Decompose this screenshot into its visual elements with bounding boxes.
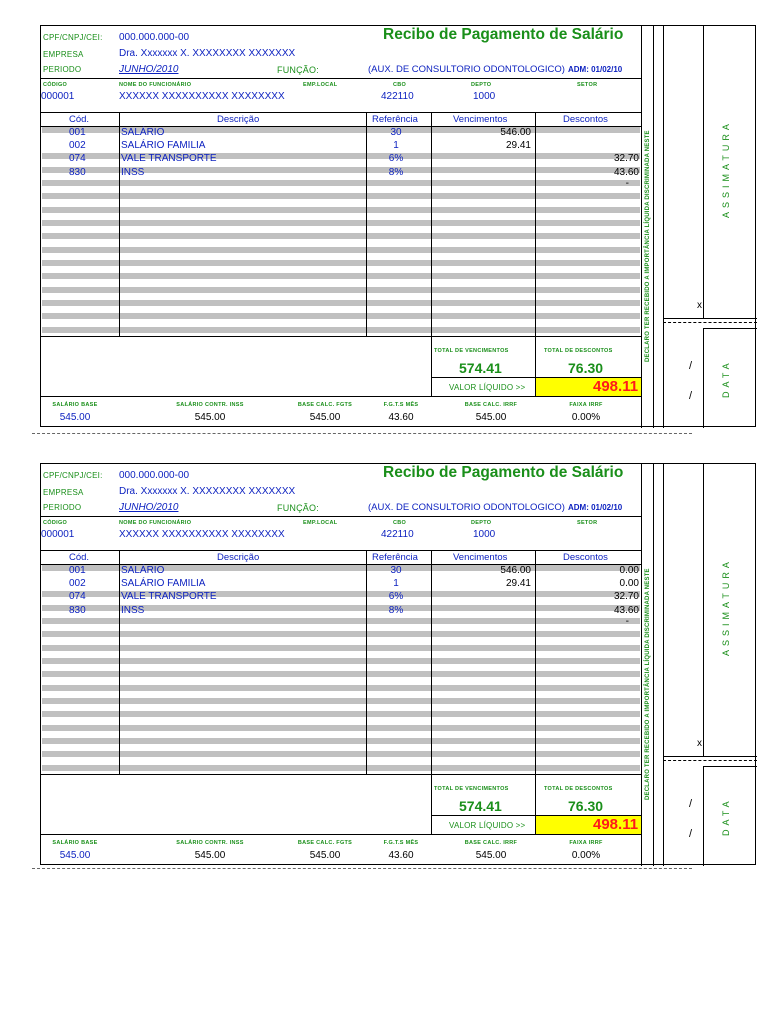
date-slash: /: [689, 390, 693, 402]
adm-value: ADM: 01/02/10: [568, 65, 623, 74]
cbo-label: CBO: [393, 520, 407, 526]
depto-label: DEPTO: [471, 82, 492, 88]
item-reference: 1: [393, 578, 399, 589]
footer-label: BASE CALC. IRRF: [464, 840, 518, 846]
panel-divider: [703, 328, 757, 329]
footer-value: 0.00%: [571, 850, 601, 861]
row-stripe: [42, 765, 640, 771]
item-desconto: 0.00: [619, 565, 639, 576]
item-cod: 074: [69, 591, 86, 602]
receipt-frame: [40, 25, 756, 427]
data-label: DATA: [721, 797, 731, 836]
col-divider: [431, 112, 432, 396]
item-desconto: 0.00: [619, 578, 639, 589]
row-stripe: [42, 273, 640, 279]
empresa-value: Dra. Xxxxxxx X. XXXXXXXX XXXXXXX: [119, 48, 296, 59]
col-header-descontos: Descontos: [563, 552, 608, 563]
col-divider: [119, 550, 120, 774]
panel-divider: [663, 756, 757, 757]
codigo-value: 000001: [41, 91, 75, 102]
footer-label: BASE CALC. FGTS: [297, 402, 353, 408]
footer-value: 545.00: [475, 412, 507, 423]
col-divider: [535, 112, 536, 396]
cpf-label: CPF/CNPJ/CEI:: [43, 471, 103, 480]
item-description: INSS: [121, 605, 145, 616]
footer-label: F.G.T.S MÊS: [383, 402, 419, 408]
codigo-label: CÓDIGO: [43, 82, 68, 88]
panel-divider: [653, 464, 654, 866]
footer-label: SALÁRIO CONTR. INSS: [176, 402, 244, 408]
col-divider: [641, 26, 642, 428]
footer-label: BASE CALC. FGTS: [297, 840, 353, 846]
row-stripe: [42, 313, 640, 319]
divider: [41, 78, 641, 79]
total-descontos-value: 76.30: [568, 360, 604, 376]
divider: [41, 516, 641, 517]
cpf-value: 000.000.000-00: [119, 470, 190, 481]
declaro-text: DECLARO TER RECEBIDO A IMPORTÂNCIA LÍQUIDA DISCRIMINADA NESTE: [645, 130, 651, 362]
item-description: SALÁRIO FAMILIA: [121, 578, 206, 589]
panel-divider: [663, 318, 757, 319]
periodo-label: PERIODO: [43, 65, 82, 74]
col-header-descricao: Descrição: [217, 114, 260, 125]
footer-label: F.G.T.S MÊS: [383, 840, 419, 846]
total-descontos-value: 76.30: [568, 798, 604, 814]
item-reference: 8%: [388, 167, 404, 178]
panel-dash: [663, 322, 757, 323]
total-descontos-label: TOTAL DE DESCONTOS: [544, 348, 613, 354]
footer-label: FAIXA IRRF: [569, 402, 603, 408]
footer-value: 545.00: [59, 412, 91, 423]
row-stripe: [42, 738, 640, 744]
row-stripe: [42, 658, 640, 664]
panel-divider: [663, 464, 664, 866]
item-reference: 1: [393, 140, 399, 151]
row-stripe: [42, 260, 640, 266]
row-stripe: [42, 671, 640, 677]
item-cod: 002: [69, 578, 86, 589]
emp-local-label: EMP.LOCAL: [303, 82, 338, 88]
periodo-value: JUNHO/2010: [119, 502, 179, 513]
row-stripe: [42, 247, 640, 253]
declaro-text: DECLARO TER RECEBIDO A IMPORTÂNCIA LÍQUIDA DISCRIMINADA NESTE: [645, 568, 651, 800]
row-stripe: [42, 207, 640, 213]
item-description: VALE TRANSPORTE: [121, 153, 217, 164]
col-divider: [431, 550, 432, 834]
item-vencimento: 546.00: [500, 565, 531, 576]
footer-value: 0.00%: [571, 412, 601, 423]
cut-line: [32, 868, 692, 869]
item-reference: 6%: [388, 591, 404, 602]
footer-value: 545.00: [475, 850, 507, 861]
total-vencimentos-label: TOTAL DE VENCIMENTOS: [434, 348, 509, 354]
total-descontos-label: TOTAL DE DESCONTOS: [544, 786, 613, 792]
row-stripe: [42, 751, 640, 757]
setor-label: SETOR: [577, 520, 598, 526]
item-description: INSS: [121, 167, 145, 178]
footer-label: FAIXA IRRF: [569, 840, 603, 846]
footer-value: 545.00: [59, 850, 91, 861]
cbo-value: 422110: [381, 91, 414, 102]
assinatura-label: ASSIMATURA: [721, 120, 731, 218]
nome-label: NOME DO FUNCIONÁRIO: [119, 82, 192, 88]
panel-divider: [703, 766, 704, 866]
item-cod: 001: [69, 565, 86, 576]
funcao-label: FUNÇÃO:: [277, 503, 319, 513]
panel-divider: [703, 328, 704, 428]
row-stripe: [42, 631, 640, 637]
total-vencimentos-value: 574.41: [459, 360, 502, 376]
item-reference: 6%: [388, 153, 404, 164]
row-stripe: [42, 180, 640, 186]
item-cod: 001: [69, 127, 86, 138]
panel-divider: [653, 26, 654, 428]
cbo-value: 422110: [381, 529, 414, 540]
table-top-border: [41, 112, 641, 113]
codigo-label: CÓDIGO: [43, 520, 68, 526]
funcao-label: FUNÇÃO:: [277, 65, 319, 75]
divider: [41, 396, 641, 397]
panel-divider: [703, 26, 704, 318]
footer-value: 545.00: [194, 850, 226, 861]
item-description: SALÁRIO FAMILIA: [121, 140, 206, 151]
total-vencimentos-label: TOTAL DE VENCIMENTOS: [434, 786, 509, 792]
item-desconto: 32.70: [613, 153, 639, 164]
cpf-value: 000.000.000-00: [119, 32, 190, 43]
nome-label: NOME DO FUNCIONÁRIO: [119, 520, 192, 526]
col-header-descricao: Descrição: [217, 552, 260, 563]
dash-mark: -: [625, 178, 629, 189]
col-divider: [119, 112, 120, 336]
row-stripe: [42, 193, 640, 199]
footer-label: SALÁRIO CONTR. INSS: [176, 840, 244, 846]
date-slash: /: [689, 798, 693, 810]
depto-value: 1000: [473, 91, 496, 102]
row-stripe: [42, 685, 640, 691]
emp-local-label: EMP.LOCAL: [303, 520, 338, 526]
footer-value: 545.00: [309, 850, 341, 861]
col-divider: [641, 464, 642, 866]
footer-value: 43.60: [388, 412, 414, 423]
receipt-title: Recibo de Pagamento de Salário: [383, 464, 624, 481]
col-header-vencimentos: Vencimentos: [453, 552, 508, 563]
footer-label: SALÁRIO BASE: [52, 402, 98, 408]
empresa-value: Dra. Xxxxxxx X. XXXXXXXX XXXXXXX: [119, 486, 296, 497]
row-stripe: [42, 300, 640, 306]
item-cod: 830: [69, 605, 86, 616]
row-stripe: [42, 725, 640, 731]
col-header-vencimentos: Vencimentos: [453, 114, 508, 125]
valor-liquido-label: VALOR LÍQUIDO >>: [449, 821, 526, 830]
periodo-label: PERIODO: [43, 503, 82, 512]
col-divider: [366, 112, 367, 336]
row-stripe: [42, 287, 640, 293]
footer-label: SALÁRIO BASE: [52, 840, 98, 846]
item-vencimento: 546.00: [500, 127, 531, 138]
signature-x-mark: x: [697, 300, 702, 311]
empresa-label: EMPRESA: [43, 50, 84, 59]
row-stripe: [42, 711, 640, 717]
cargo-value: (AUX. DE CONSULTORIO ODONTOLOGICO): [368, 502, 565, 513]
nome-value: XXXXXX XXXXXXXXXX XXXXXXXX: [119, 529, 285, 540]
receipt-frame: [40, 463, 756, 865]
valor-liquido-label: VALOR LÍQUIDO >>: [449, 383, 526, 392]
row-stripe: [42, 618, 640, 624]
col-divider: [366, 550, 367, 774]
col-header-referencia: Referência: [372, 552, 418, 563]
item-cod: 002: [69, 140, 86, 151]
codigo-value: 000001: [41, 529, 75, 540]
row-stripe: [42, 233, 640, 239]
empresa-label: EMPRESA: [43, 488, 84, 497]
valor-liquido-value: 498.11: [593, 378, 639, 395]
item-description: SALÁRIO: [121, 565, 165, 576]
signature-x-mark: x: [697, 738, 702, 749]
date-slash: /: [689, 360, 693, 372]
table-bottom-border: [41, 774, 641, 775]
col-divider: [535, 550, 536, 834]
depto-label: DEPTO: [471, 520, 492, 526]
divider: [41, 834, 641, 835]
depto-value: 1000: [473, 529, 496, 540]
receipt-title: Recibo de Pagamento de Salário: [383, 26, 624, 43]
item-reference: 30: [390, 127, 402, 138]
panel-divider: [663, 26, 664, 428]
item-description: SALÁRIO: [121, 127, 165, 138]
dash-mark: -: [625, 616, 629, 627]
footer-value: 545.00: [194, 412, 226, 423]
valor-liquido-value: 498.11: [593, 816, 639, 833]
col-header-cod: Cód.: [69, 114, 90, 125]
cut-line: [32, 433, 692, 434]
item-vencimento: 29.41: [505, 578, 531, 589]
date-slash: /: [689, 828, 693, 840]
table-top-border: [41, 550, 641, 551]
item-cod: 074: [69, 153, 86, 164]
item-description: VALE TRANSPORTE: [121, 591, 217, 602]
item-reference: 8%: [388, 605, 404, 616]
footer-value: 43.60: [388, 850, 414, 861]
setor-label: SETOR: [577, 82, 598, 88]
total-vencimentos-value: 574.41: [459, 798, 502, 814]
row-stripe: [42, 220, 640, 226]
item-vencimento: 29.41: [505, 140, 531, 151]
footer-value: 545.00: [309, 412, 341, 423]
panel-divider: [703, 766, 757, 767]
row-stripe: [42, 698, 640, 704]
panel-divider: [703, 464, 704, 756]
row-stripe: [42, 327, 640, 333]
col-header-descontos: Descontos: [563, 114, 608, 125]
panel-dash: [663, 760, 757, 761]
col-header-referencia: Referência: [372, 114, 418, 125]
item-reference: 30: [390, 565, 402, 576]
item-desconto: 43.60: [613, 167, 639, 178]
adm-value: ADM: 01/02/10: [568, 503, 623, 512]
footer-label: BASE CALC. IRRF: [464, 402, 518, 408]
assinatura-label: ASSIMATURA: [721, 558, 731, 656]
data-label: DATA: [721, 359, 731, 398]
nome-value: XXXXXX XXXXXXXXXX XXXXXXXX: [119, 91, 285, 102]
table-bottom-border: [41, 336, 641, 337]
item-cod: 830: [69, 167, 86, 178]
cpf-label: CPF/CNPJ/CEI:: [43, 33, 103, 42]
cargo-value: (AUX. DE CONSULTORIO ODONTOLOGICO): [368, 64, 565, 75]
item-desconto: 43.60: [613, 605, 639, 616]
cbo-label: CBO: [393, 82, 407, 88]
row-stripe: [42, 645, 640, 651]
periodo-value: JUNHO/2010: [119, 64, 179, 75]
col-header-cod: Cód.: [69, 552, 90, 563]
item-desconto: 32.70: [613, 591, 639, 602]
